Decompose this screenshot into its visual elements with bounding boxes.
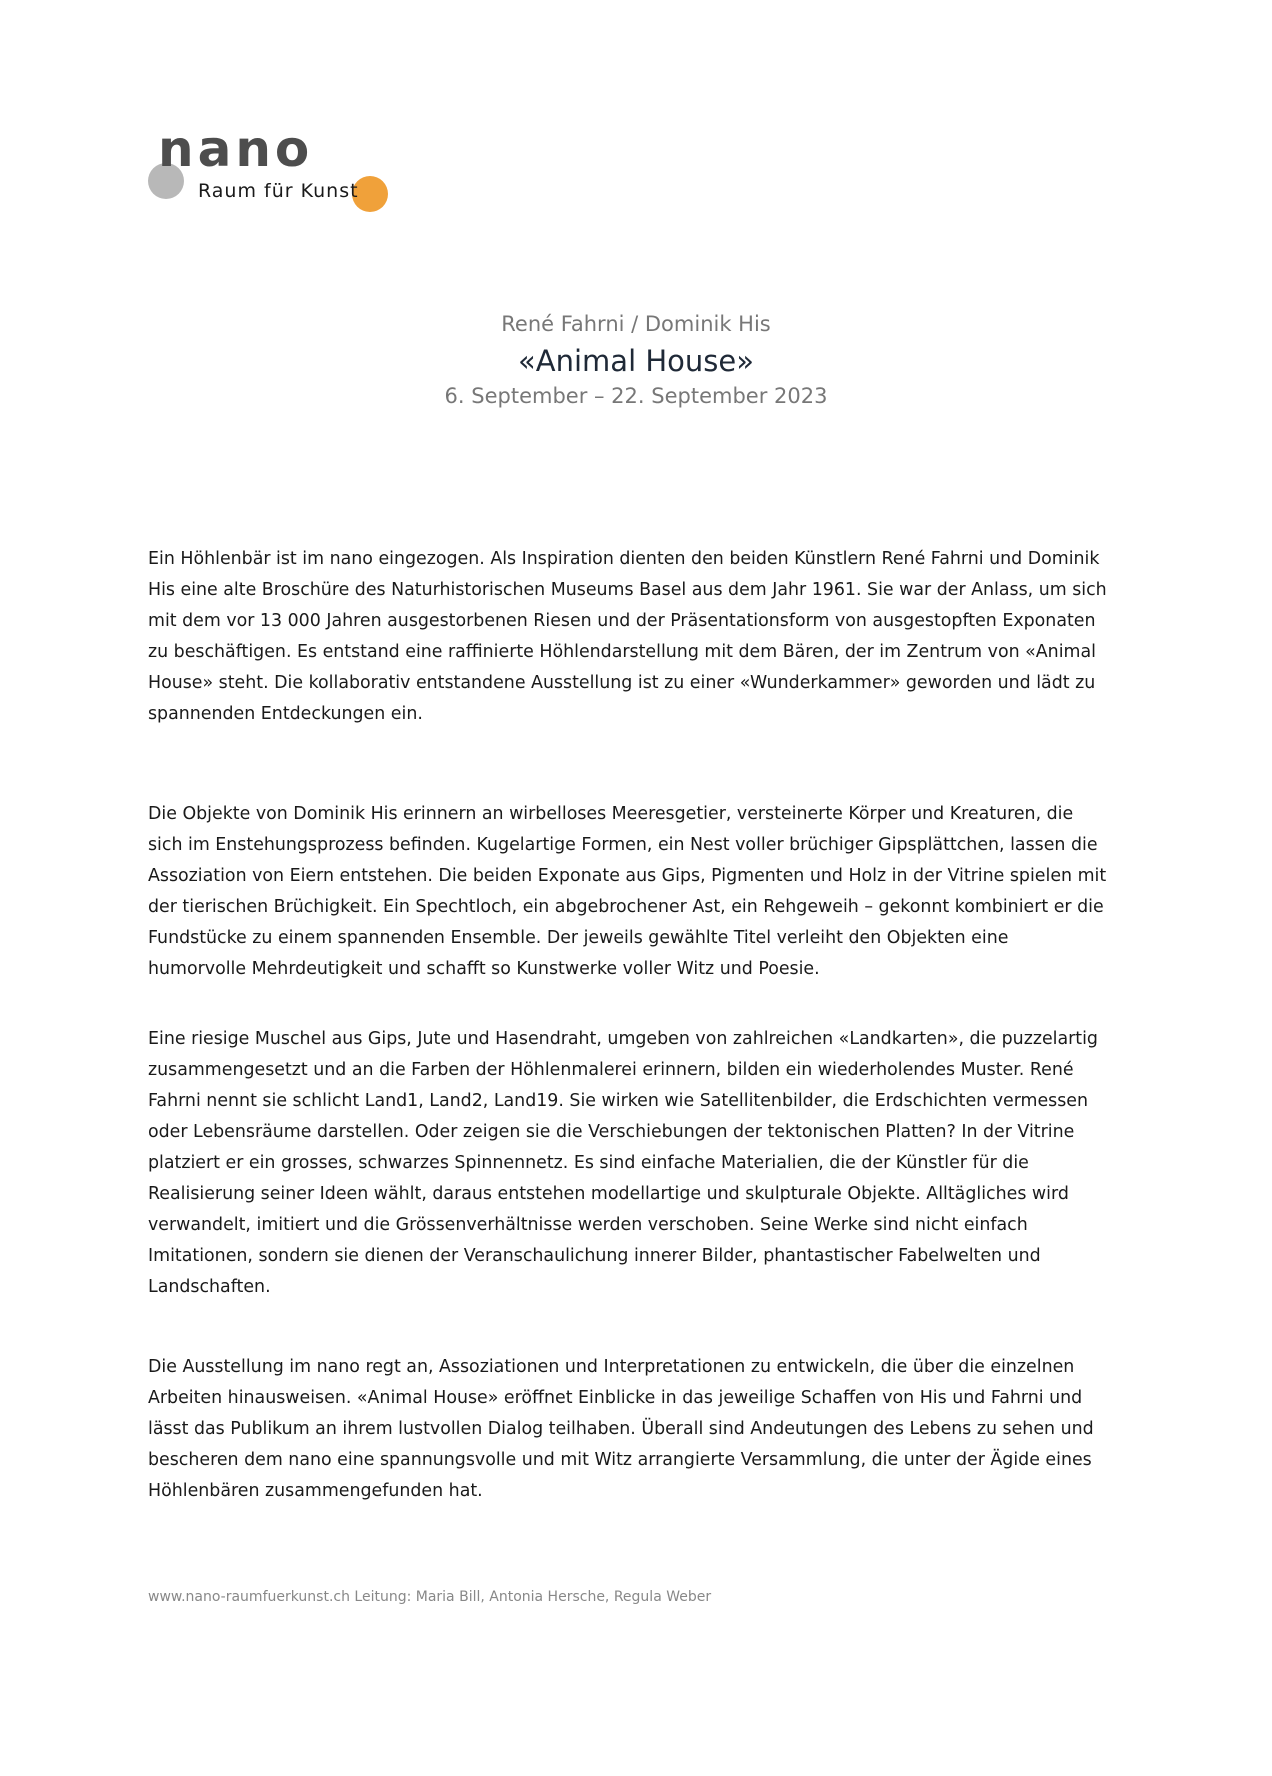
logo-wordmark: nano (158, 120, 314, 178)
exhibition-header (0, 314, 1272, 407)
paragraph-conclusion: Die Ausstellung im nano regt an, Assoziationen und Interpretationen zu entwickeln, die über die einzelnen Arbeiten hinausweisen. «Animal House» eröffnet Einblicke in das jeweilige Schaffen von His und Fahrni und lässt das Publikum an ihrem lustvollen Dialog teilhaben. Überall sind Andeutungen des Lebens zu sehen und bescheren dem nano eine spannungsvolle und mit Witz arrangierte Versammlung, die unter der Ägide eines Höhlenbären zusammengefunden hat. (148, 1357, 1094, 1501)
paragraph-intro: Ein Höhlenbär ist im nano eingezogen. Als Inspiration dienten den beiden Künstlern René Fahrni und Dominik His eine alte Broschüre des Naturhistorischen Museums Basel aus dem Jahr 1961. Sie war der Anlass, um sich mit dem vor 13 000 Jahren ausgestorbenen Riesen und der Präsentationsform von ausgestopften Exponaten zu beschäftigen. Es entstand eine raffinierte Höhlendarstellung mit dem Bären, der im Zentrum von «Animal House» steht. Die kollaborativ entstandene Ausstellung ist zu einer «Wunderkammer» geworden und lädt zu spannenden Entdeckungen ein. (148, 549, 1107, 724)
exhibition-dates: 6. September – 22. September 2023 (444, 384, 828, 408)
footer-contact: www.nano-raumfuerkunst.ch Leitung: Maria Bill, Antonia Hersche, Regula Weber (148, 1589, 712, 1605)
nano-logo (148, 120, 398, 218)
paragraph-dominik-his: Die Objekte von Dominik His erinnern an wirbelloses Meeresgetier, versteinerte Körper und Kreaturen, die sich im Enstehungsprozess befinden. Kugelartige Formen, ein Nest voller brüchiger Gipsplättchen, lassen die Assoziation von Eiern entstehen. Die beiden Exponate aus Gips, Pigmenten und Holz in der Vitrine spielen mit der tierischen Brüchigkeit. Ein Spechtloch, ein abgebrochener Ast, ein Rehgeweih – gekonnt kombiniert er die Fundstücke zu einem spannenden Ensemble. Der jeweils gewählte Titel verleiht den Objekten eine humorvolle Mehrdeutigkeit und schafft so Kunstwerke voller Witz und Poesie. (148, 804, 1107, 979)
logo-subtitle: Raum für Kunst (198, 180, 359, 202)
paragraph-rene-fahrni: Eine riesige Muschel aus Gips, Jute und Hasendraht, umgeben von zahlreichen «Landkarten», die puzzelartig zusammengesetzt und an die Farben der Höhlenmalerei erinnern, bilden ein wiederholendes Muster. René Fahrni nennt sie schlicht Land1, Land2, Land19. Sie wirken wie Satellitenbilder, die Erdschichten vermessen oder Lebensräume darstellen. Oder zeigen sie die Verschiebungen der tektonischen Platten? In der Vitrine platziert er ein grosses, schwarzes Spinnennetz. Es sind einfache Materialien, die der Künstler für die Realisierung seiner Ideen wählt, daraus entstehen modellartige und skulpturale Objekte. Alltägliches wird verwandelt, imitiert und die Grössenverhältnisse werden verschoben. Seine Werke sind nicht einfach Imitationen, sondern sie dienen der Veranschaulichung innerer Bilder, phantastischer Fabelwelten und Landschaften. (148, 1029, 1098, 1297)
artist-names: René Fahrni / Dominik His (501, 312, 771, 336)
exhibition-title: «Animal House» (518, 344, 754, 378)
